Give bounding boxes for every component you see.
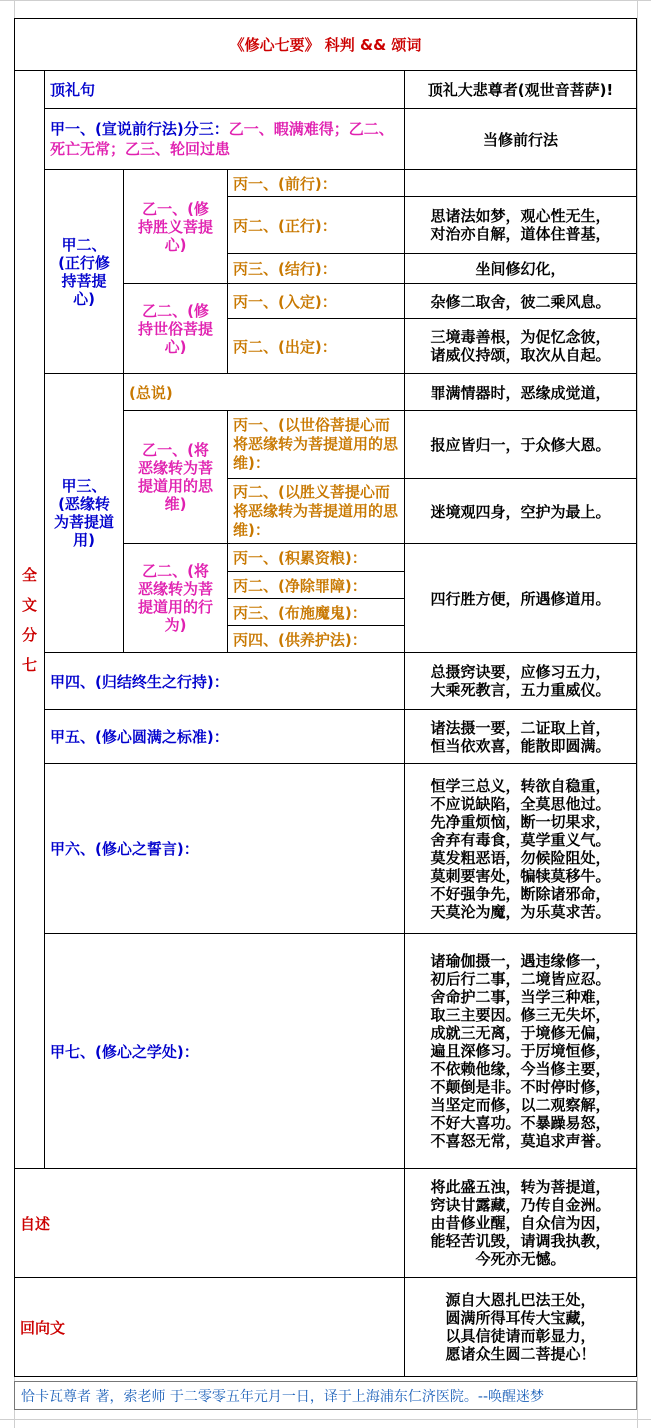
full-text-label: 全 文 分 七 [14,70,45,1169]
jia5-verse: 诸法摄一要，二证取上首， 恒当依欢喜，能散即圆满。 [404,709,637,764]
jia3-yi2-verse: 四行胜方便，所遇修道用。 [404,543,637,653]
jia3-label: 甲三、 (恶缘转 为菩提道 用) [44,373,124,653]
jia2-yi1-bing1-verse [404,169,637,197]
jia2-yi1-bing2-verse: 思诸法如梦，观心性无生， 对治亦自解，道体住普基， [404,196,637,254]
jia3-yi2-label: 乙二、(将 恶缘转为菩 提道用的行 为) [123,543,228,653]
jia3-yi2-bing2: 丙二、(净除罪障)： [227,571,405,599]
grid-line [637,0,638,1428]
jia7-verse: 诸瑜伽摄一，遇违缘修一， 初后行二事，二境皆应忍。 舍命护二事，当学三种难， 取三主要因。修三无失坏， 成就三无离，于境修无偏， 遍且深修习。于厉境恒修， 不依赖他缘，今当修主要， 不颠倒是非。不时停时修， 当坚定而修，以二观察解， 不好大喜功。不暴躁易怒， 不喜怒无常，莫追求声誉。 [404,933,637,1169]
dingli-label: 顶礼句 [44,70,405,109]
jia4-verse: 总摄窍诀要，应修习五力， 大乘死教言，五力重威仪。 [404,652,637,710]
jia5-label: 甲五、(修心圆满之标准)： [44,709,405,764]
jia2-yi1-bing2: 丙二、(正行)： [227,196,405,254]
jia3-yi2-bing3: 丙三、(布施魔鬼)： [227,598,405,626]
jia2-yi2-bing2-verse: 三境毒善根，为促忆念彼， 诸威仪持颂，取次从自起。 [404,318,637,374]
document-title: 《修心七要》 科判 && 颂词 [14,18,637,71]
jia3-yi1-bing2-verse: 迷境观四身，空护为最上。 [404,478,637,544]
jia3-yi1-bing1-verse: 报应皆归一，于众修大恩。 [404,410,637,479]
jia2-yi2-bing1: 丙一、(入定)： [227,283,405,319]
jia3-yi1-bing2: 丙二、(以胜义菩提心而将恶缘转为菩提道用的思维)： [227,478,405,544]
jia6-label: 甲六、(修心之誓言)： [44,763,405,934]
jia6-verse: 恒学三总义，转欲自稳重， 不应说缺陷，全莫思他过。 先净重烦恼，断一切果求， 舍弃有毒食，莫学重义气。 莫发粗恶语，勿候险阻处， 莫刺要害处，犏犊莫移牛。 不好强争先，断除诸邪命， 天莫沦为魔，为乐莫求苦。 [404,763,637,934]
jia1-verse: 当修前行法 [404,108,637,170]
huixiang-label: 回向文 [14,1277,405,1377]
jia2-yi1-label: 乙一、(修 持胜义菩提 心) [123,169,228,284]
jia1-label [44,108,405,170]
jia2-yi1-bing1: 丙一、(前行)： [227,169,405,197]
grid-line [0,0,651,1]
grid-line [0,1419,651,1420]
jia2-yi2-bing2: 丙二、(出定)： [227,318,405,374]
jia3-yi1-label: 乙一、(将 恶缘转为菩 提道用的思 维) [123,410,228,544]
huixiang-verse: 源自大恩扎巴法王处， 圆满所得耳传大宝藏， 以具信徒请而彰显力， 愿诸众生圆二菩提心！ [404,1277,637,1377]
jia1-heading: 甲一、(宣说前行法)分三： [50,120,229,138]
zishu-label: 自述 [14,1168,405,1278]
jia2-yi2-label: 乙二、(修 持世俗菩提 心) [123,283,228,374]
jia3-general-verse: 罪满情器时，恶缘成觉道， [404,373,637,411]
jia7-label: 甲七、(修心之学处)： [44,933,405,1169]
jia2-yi1-bing3-verse: 坐间修幻化， [404,253,637,284]
zishu-verse: 将此盛五浊，转为菩提道， 窍诀甘露藏，乃传自金洲。 由昔修业醒，自众信为因， 能轻苦讥毁，请调我执教， 今死亦无憾。 [404,1168,637,1278]
jia3-yi2-bing4: 丙四、(供养护法)： [227,625,405,653]
jia3-general: (总说) [123,373,405,411]
dingli-verse: 顶礼大悲尊者(观世音菩萨)! [404,70,637,109]
jia2-yi2-bing1-verse: 杂修二取舍，彼二乘风息。 [404,283,637,319]
jia4-label: 甲四、(归结终生之行持)： [44,652,405,710]
footer-credit: 恰卡瓦尊者 著，索老师 于二零零五年元月一日，译于上海浦东仁济医院。--唤醒迷梦 [14,1381,637,1410]
jia3-yi2-bing1: 丙一、(积累资粮)： [227,543,405,572]
jia3-yi1-bing1: 丙一、(以世俗菩提心而将恶缘转为菩提道用的思维)： [227,410,405,479]
jia2-label: 甲二、 (正行修 持菩提 心) [44,169,124,374]
jia1-subitems: 乙一、暇满难得；乙二、死亡无常；乙三、轮回过患 [50,120,394,158]
jia2-yi1-bing3: 丙三、(结行)： [227,253,405,284]
